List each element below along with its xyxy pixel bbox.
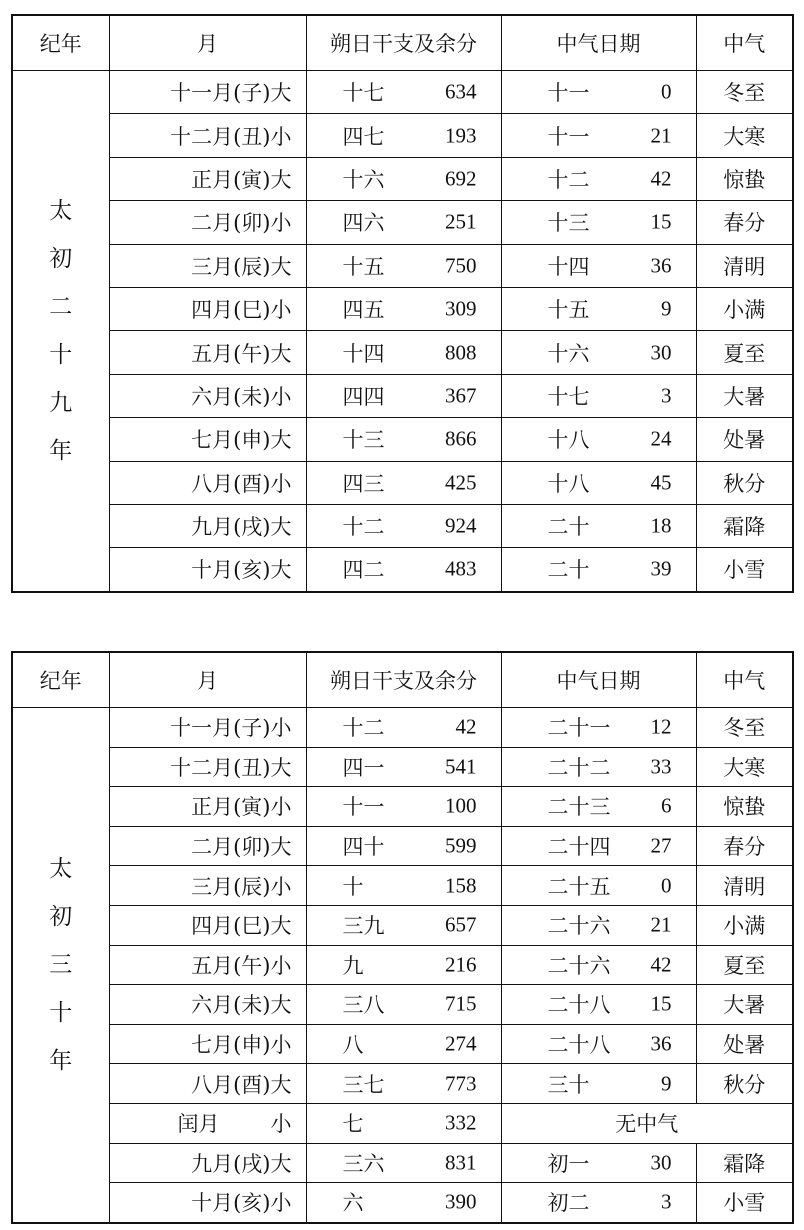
- new-moon-ganzhi: 十一: [342, 795, 385, 820]
- table-row: [12, 1064, 793, 1104]
- qi-name-cell: 夏至: [696, 331, 793, 374]
- qi-date-remainder: 39: [650, 556, 672, 581]
- qi-name-cell: 秋分: [696, 1064, 793, 1104]
- qi-date-remainder: 27: [650, 833, 672, 858]
- new-moon-ganzhi: 四十: [342, 835, 385, 860]
- qi-date-remainder: 9: [661, 1071, 672, 1096]
- new-moon-cell: [306, 826, 501, 866]
- new-moon-remainder: 158: [445, 873, 477, 898]
- qi-date-ganzhi: 二十八: [547, 993, 611, 1018]
- month-cell: 三月(辰)大: [109, 244, 306, 287]
- qi-date-remainder: 15: [650, 209, 672, 234]
- table-row: [12, 787, 793, 827]
- new-moon-cell: [306, 1143, 501, 1183]
- qi-name-cell: 小满: [696, 905, 793, 945]
- new-moon-ganzhi: 三八: [342, 993, 385, 1018]
- qi-date-ganzhi: 二十六: [547, 953, 611, 978]
- new-moon-cell: [306, 504, 501, 547]
- qi-date-ganzhi: 十一: [547, 124, 590, 149]
- qi-date-remainder: 36: [650, 1031, 672, 1056]
- qi-date-ganzhi: 二十三: [547, 795, 611, 820]
- qi-date-cell: [501, 1143, 696, 1183]
- leap-month-label: 闰月: [177, 1112, 220, 1137]
- table-row: [12, 71, 793, 114]
- new-moon-cell: [306, 1183, 501, 1223]
- qi-date-cell: [501, 747, 696, 787]
- header-era: 纪年: [12, 15, 109, 71]
- new-moon-cell: [306, 201, 501, 244]
- qi-date-cell: [501, 1024, 696, 1064]
- table-row: [12, 331, 793, 374]
- month-cell: 十一月(子)大: [109, 71, 306, 114]
- new-moon-ganzhi: 四三: [342, 471, 385, 496]
- new-moon-remainder: 367: [445, 383, 477, 408]
- qi-date-remainder: 42: [650, 166, 672, 191]
- month-cell: 十月(亥)大: [109, 548, 306, 592]
- new-moon-cell: [306, 548, 501, 592]
- era-char: 年: [49, 1047, 73, 1074]
- era-char: 初: [49, 245, 73, 272]
- new-moon-ganzhi: 十: [342, 874, 364, 899]
- header-qi: 中气: [696, 15, 793, 71]
- qi-date-remainder: 30: [650, 340, 672, 365]
- new-moon-remainder: 251: [445, 209, 477, 234]
- new-moon-remainder: 657: [445, 912, 477, 937]
- qi-date-remainder: 45: [650, 470, 672, 495]
- qi-name-cell: 惊蛰: [696, 787, 793, 827]
- new-moon-cell: [306, 1103, 501, 1143]
- new-moon-cell: [306, 708, 501, 748]
- new-moon-cell: [306, 985, 501, 1025]
- new-moon-ganzhi: 三六: [342, 1151, 385, 1176]
- new-moon-cell: [306, 114, 501, 157]
- table-row: [12, 1183, 793, 1223]
- qi-date-cell: [501, 985, 696, 1025]
- qi-date-ganzhi: 十六: [547, 341, 590, 366]
- month-cell: 四月(巳)小: [109, 287, 306, 330]
- qi-date-remainder: 15: [650, 991, 672, 1016]
- month-cell: 十二月(丑)小: [109, 114, 306, 157]
- qi-date-remainder: 12: [650, 714, 672, 739]
- qi-name-cell: 夏至: [696, 945, 793, 985]
- qi-name-cell: 大寒: [696, 747, 793, 787]
- qi-date-cell: [501, 1064, 696, 1104]
- table-row: [12, 201, 793, 244]
- new-moon-remainder: 425: [445, 470, 477, 495]
- month-cell: 十月(亥)小: [109, 1183, 306, 1223]
- table-header-row: [12, 652, 793, 708]
- era-char: 三: [49, 951, 73, 978]
- table-row: [12, 114, 793, 157]
- table-row: [12, 374, 793, 417]
- month-cell: 八月(酉)小: [109, 461, 306, 504]
- qi-name-cell: 春分: [696, 826, 793, 866]
- qi-name-cell: 小满: [696, 287, 793, 330]
- month-cell: 九月(戌)大: [109, 1143, 306, 1183]
- qi-name-cell: 冬至: [696, 708, 793, 748]
- new-moon-cell: [306, 1064, 501, 1104]
- no-qi-cell: 无中气: [501, 1103, 793, 1143]
- qi-date-ganzhi: 十五: [547, 298, 590, 323]
- qi-date-ganzhi: 十三: [547, 211, 590, 236]
- month-cell: 八月(酉)大: [109, 1064, 306, 1104]
- qi-date-remainder: 24: [650, 426, 672, 451]
- month-cell: 六月(未)大: [109, 985, 306, 1025]
- era-char: 九: [49, 389, 73, 416]
- new-moon-ganzhi: 四六: [342, 211, 385, 236]
- era-cell: [12, 708, 109, 1223]
- table-row: [12, 826, 793, 866]
- header-new-moon: 朔日干支及余分: [306, 15, 501, 71]
- leap-month-size: 小: [270, 1112, 292, 1137]
- qi-date-cell: [501, 826, 696, 866]
- qi-date-ganzhi: 二十六: [547, 914, 611, 939]
- new-moon-remainder: 750: [445, 253, 477, 278]
- new-moon-remainder: 831: [445, 1150, 477, 1175]
- qi-name-cell: 霜降: [696, 504, 793, 547]
- qi-date-ganzhi: 十四: [547, 254, 590, 279]
- qi-date-remainder: 21: [650, 123, 672, 148]
- era-char: 太: [49, 855, 73, 882]
- qi-date-remainder: 6: [661, 793, 672, 818]
- new-moon-cell: [306, 787, 501, 827]
- qi-date-remainder: 36: [650, 253, 672, 278]
- header-qi: 中气: [696, 652, 793, 708]
- qi-date-ganzhi: 二十: [547, 515, 590, 540]
- qi-date-cell: [501, 461, 696, 504]
- qi-name-cell: 处暑: [696, 1024, 793, 1064]
- era-char: 十: [49, 341, 73, 368]
- qi-date-cell: [501, 945, 696, 985]
- qi-date-remainder: 21: [650, 912, 672, 937]
- qi-name-cell: 霜降: [696, 1143, 793, 1183]
- new-moon-remainder: 332: [445, 1110, 477, 1135]
- qi-date-remainder: 30: [650, 1150, 672, 1175]
- new-moon-ganzhi: 十二: [342, 515, 385, 540]
- qi-name-cell: 大暑: [696, 374, 793, 417]
- new-moon-cell: [306, 1024, 501, 1064]
- new-moon-cell: [306, 374, 501, 417]
- month-cell: 五月(午)小: [109, 945, 306, 985]
- qi-date-cell: [501, 244, 696, 287]
- qi-name-cell: 清明: [696, 244, 793, 287]
- new-moon-cell: [306, 747, 501, 787]
- qi-date-cell: [501, 1183, 696, 1223]
- new-moon-ganzhi: 三九: [342, 914, 385, 939]
- new-moon-cell: [306, 866, 501, 906]
- qi-date-cell: [501, 548, 696, 592]
- era-char: 太: [49, 197, 73, 224]
- qi-date-ganzhi: 二十五: [547, 874, 611, 899]
- new-moon-cell: [306, 71, 501, 114]
- qi-date-cell: [501, 418, 696, 461]
- qi-date-remainder: 3: [661, 1189, 672, 1214]
- qi-date-remainder: 9: [661, 296, 672, 321]
- new-moon-ganzhi: 七: [342, 1112, 364, 1137]
- table-row: [12, 1103, 793, 1143]
- qi-date-cell: [501, 905, 696, 945]
- table-row: [12, 747, 793, 787]
- table-row: [12, 708, 793, 748]
- new-moon-cell: [306, 461, 501, 504]
- new-moon-remainder: 274: [445, 1031, 477, 1056]
- era-char: 初: [49, 903, 73, 930]
- new-moon-ganzhi: 十三: [342, 428, 385, 453]
- qi-date-ganzhi: 二十八: [547, 1033, 611, 1058]
- qi-date-ganzhi: 二十四: [547, 835, 611, 860]
- table-row: [12, 1143, 793, 1183]
- month-cell: 三月(辰)小: [109, 866, 306, 906]
- table-row: [12, 287, 793, 330]
- month-cell: 二月(卯)小: [109, 201, 306, 244]
- month-cell: 正月(寅)大: [109, 157, 306, 200]
- new-moon-ganzhi: 四四: [342, 384, 385, 409]
- table-row: [12, 548, 793, 592]
- month-cell: 七月(申)大: [109, 418, 306, 461]
- table-row: [12, 985, 793, 1025]
- qi-date-ganzhi: 初一: [547, 1151, 590, 1176]
- era-char: 年: [49, 437, 73, 464]
- month-cell: 正月(寅)小: [109, 787, 306, 827]
- table-row: [12, 461, 793, 504]
- calendar-table-year-30: [11, 651, 794, 1224]
- table-header-row: [12, 15, 793, 71]
- qi-name-cell: 惊蛰: [696, 157, 793, 200]
- qi-date-cell: [501, 114, 696, 157]
- qi-date-cell: [501, 331, 696, 374]
- qi-date-cell: [501, 504, 696, 547]
- new-moon-remainder: 866: [445, 426, 477, 451]
- table-row: [12, 866, 793, 906]
- header-month: 月: [109, 652, 306, 708]
- qi-name-cell: 冬至: [696, 71, 793, 114]
- qi-date-remainder: 0: [661, 873, 672, 898]
- new-moon-remainder: 193: [445, 123, 477, 148]
- new-moon-ganzhi: 四二: [342, 558, 385, 583]
- qi-name-cell: 大寒: [696, 114, 793, 157]
- era-char: 十: [49, 999, 73, 1026]
- new-moon-remainder: 42: [455, 714, 477, 739]
- qi-name-cell: 小雪: [696, 548, 793, 592]
- table-row: [12, 418, 793, 461]
- header-era: 纪年: [12, 652, 109, 708]
- qi-date-ganzhi: 三十: [547, 1072, 590, 1097]
- qi-name-cell: 清明: [696, 866, 793, 906]
- month-cell: 二月(卯)大: [109, 826, 306, 866]
- new-moon-remainder: 634: [445, 79, 477, 104]
- era-char: 二: [49, 293, 73, 320]
- qi-date-cell: [501, 787, 696, 827]
- qi-date-cell: [501, 71, 696, 114]
- new-moon-ganzhi: 九: [342, 953, 364, 978]
- qi-date-ganzhi: 初二: [547, 1191, 590, 1216]
- qi-name-cell: 春分: [696, 201, 793, 244]
- month-cell: 九月(戌)大: [109, 504, 306, 547]
- new-moon-ganzhi: 八: [342, 1033, 364, 1058]
- qi-date-ganzhi: 二十: [547, 558, 590, 583]
- new-moon-ganzhi: 十五: [342, 254, 385, 279]
- new-moon-remainder: 309: [445, 296, 477, 321]
- new-moon-ganzhi: 十四: [342, 341, 385, 366]
- new-moon-remainder: 100: [445, 793, 477, 818]
- new-moon-ganzhi: 四一: [342, 755, 385, 780]
- new-moon-ganzhi: 六: [342, 1191, 364, 1216]
- qi-date-ganzhi: 十八: [547, 428, 590, 453]
- qi-date-ganzhi: 十七: [547, 384, 590, 409]
- calendar-table-year-29: [11, 14, 794, 593]
- qi-date-cell: [501, 708, 696, 748]
- era-cell: [12, 71, 109, 592]
- header-qi-date: 中气日期: [501, 652, 696, 708]
- new-moon-remainder: 216: [445, 952, 477, 977]
- new-moon-ganzhi: 十六: [342, 167, 385, 192]
- new-moon-remainder: 541: [445, 754, 477, 779]
- new-moon-remainder: 924: [445, 513, 477, 538]
- qi-date-remainder: 18: [650, 513, 672, 538]
- qi-name-cell: 大暑: [696, 985, 793, 1025]
- month-cell: 十一月(子)小: [109, 708, 306, 748]
- new-moon-cell: [306, 244, 501, 287]
- new-moon-cell: [306, 287, 501, 330]
- new-moon-remainder: 773: [445, 1071, 477, 1096]
- qi-name-cell: 小雪: [696, 1183, 793, 1223]
- new-moon-cell: [306, 905, 501, 945]
- header-qi-date: 中气日期: [501, 15, 696, 71]
- qi-name-cell: 秋分: [696, 461, 793, 504]
- qi-date-ganzhi: 二十二: [547, 755, 611, 780]
- new-moon-cell: [306, 945, 501, 985]
- month-cell: 七月(申)小: [109, 1024, 306, 1064]
- qi-date-remainder: 3: [661, 383, 672, 408]
- qi-date-remainder: 0: [661, 79, 672, 104]
- new-moon-ganzhi: 四七: [342, 124, 385, 149]
- table-row: [12, 244, 793, 287]
- qi-name-cell: 处暑: [696, 418, 793, 461]
- table-row: [12, 945, 793, 985]
- new-moon-cell: [306, 418, 501, 461]
- table-row: [12, 1024, 793, 1064]
- month-cell: 四月(巳)大: [109, 905, 306, 945]
- new-moon-cell: [306, 331, 501, 374]
- month-cell: [109, 1103, 306, 1143]
- new-moon-ganzhi: 三七: [342, 1072, 385, 1097]
- qi-date-ganzhi: 二十一: [547, 716, 611, 741]
- header-new-moon: 朔日干支及余分: [306, 652, 501, 708]
- new-moon-remainder: 599: [445, 833, 477, 858]
- new-moon-ganzhi: 四五: [342, 298, 385, 323]
- new-moon-remainder: 390: [445, 1189, 477, 1214]
- month-cell: 五月(午)大: [109, 331, 306, 374]
- qi-date-cell: [501, 201, 696, 244]
- qi-date-cell: [501, 157, 696, 200]
- new-moon-ganzhi: 十七: [342, 81, 385, 106]
- qi-date-cell: [501, 287, 696, 330]
- qi-date-remainder: 42: [650, 952, 672, 977]
- new-moon-cell: [306, 157, 501, 200]
- qi-date-ganzhi: 十一: [547, 81, 590, 106]
- qi-date-cell: [501, 374, 696, 417]
- qi-date-ganzhi: 十二: [547, 167, 590, 192]
- new-moon-remainder: 808: [445, 340, 477, 365]
- table-row: [12, 504, 793, 547]
- header-month: 月: [109, 15, 306, 71]
- month-cell: 十二月(丑)大: [109, 747, 306, 787]
- new-moon-remainder: 692: [445, 166, 477, 191]
- qi-date-cell: [501, 866, 696, 906]
- qi-date-ganzhi: 十八: [547, 471, 590, 496]
- table-row: [12, 905, 793, 945]
- table-row: [12, 157, 793, 200]
- month-cell: 六月(未)小: [109, 374, 306, 417]
- new-moon-remainder: 715: [445, 991, 477, 1016]
- qi-date-remainder: 33: [650, 754, 672, 779]
- new-moon-remainder: 483: [445, 556, 477, 581]
- new-moon-ganzhi: 十二: [342, 716, 385, 741]
